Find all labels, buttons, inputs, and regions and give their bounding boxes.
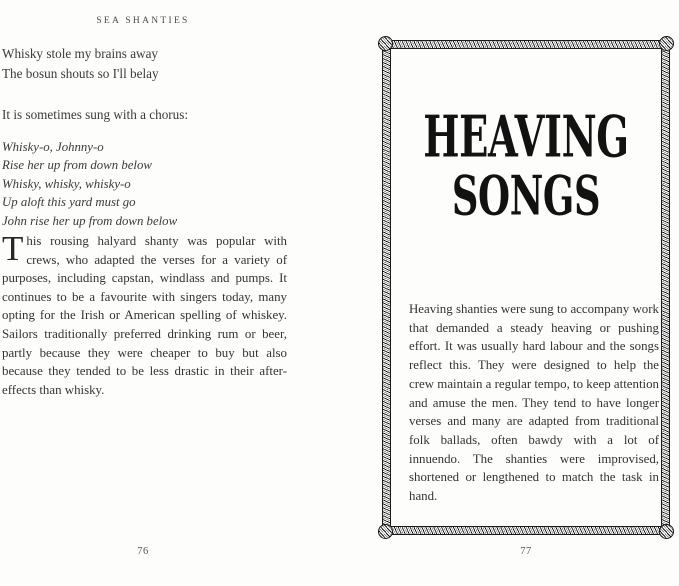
right-body-paragraph: Heaving shanties were sung to accompany work that demanded a steady heaving or pushing effort. It was usually hard labour and the songs reflect this. They were designed to help the crew maintain a regular tempo, to keep attention and amuse the men. They tend to have longer verses and many are adapted from traditional folk ballads, often bawdy with a lot of innuendo. The shanties were improvised, shortened or lengthened to match the task in hand. — [409, 302, 659, 504]
left-page-verso — [0, 0, 330, 586]
left-body-paragraph — [2, 229, 287, 399]
chapter-title-line-2: SONGS — [451, 163, 601, 228]
page-number-left: 76 — [137, 546, 149, 557]
page-number-right: 77 — [520, 546, 532, 557]
chorus-line: Whisky-o, Johnny-o — [2, 140, 104, 154]
rope-border-bottom — [389, 526, 663, 535]
chorus-line: Whisky, whisky, whisky-o — [2, 176, 131, 191]
chorus-line: Up aloft this yard must go — [2, 195, 136, 210]
drop-cap: T — [2, 229, 24, 268]
verse-line: The bosun shouts so I'll belay — [2, 65, 159, 81]
chorus-line: John rise her up from down below — [2, 213, 178, 228]
left-body-text: his rousing halyard shanty was popular with crews, who adapted the verses for a variety of purposes, including capstan, windlass and pumps. It continues to be a favourite with singers today, many opting for the Irish or American spelling of whiskey. Sailors traditionally preferred drinking rum or beer, partly because they were cheaper to buy but also because they tended to be less drastic in their after-effects than whisky. — [2, 234, 287, 397]
verse-line: Whisky stole my brains away — [2, 46, 159, 61]
right-page-recto — [352, 0, 679, 586]
rope-knot-top-right-icon — [659, 36, 674, 51]
rope-border-top — [389, 40, 663, 49]
chorus-lead-in-text: It is sometimes sung with a chorus: — [2, 107, 189, 122]
running-header: SEA SHANTIES — [96, 16, 190, 26]
chorus-line: Rise her up from down below — [2, 158, 152, 173]
chapter-title-line-1: HEAVING — [423, 104, 629, 171]
rope-knot-bottom-left-icon — [378, 524, 393, 539]
verse-block — [2, 44, 302, 83]
rope-knot-top-left-icon — [378, 36, 393, 51]
chorus-block — [2, 138, 302, 230]
chapter-title — [382, 104, 670, 228]
rope-knot-bottom-right-icon — [659, 524, 674, 539]
